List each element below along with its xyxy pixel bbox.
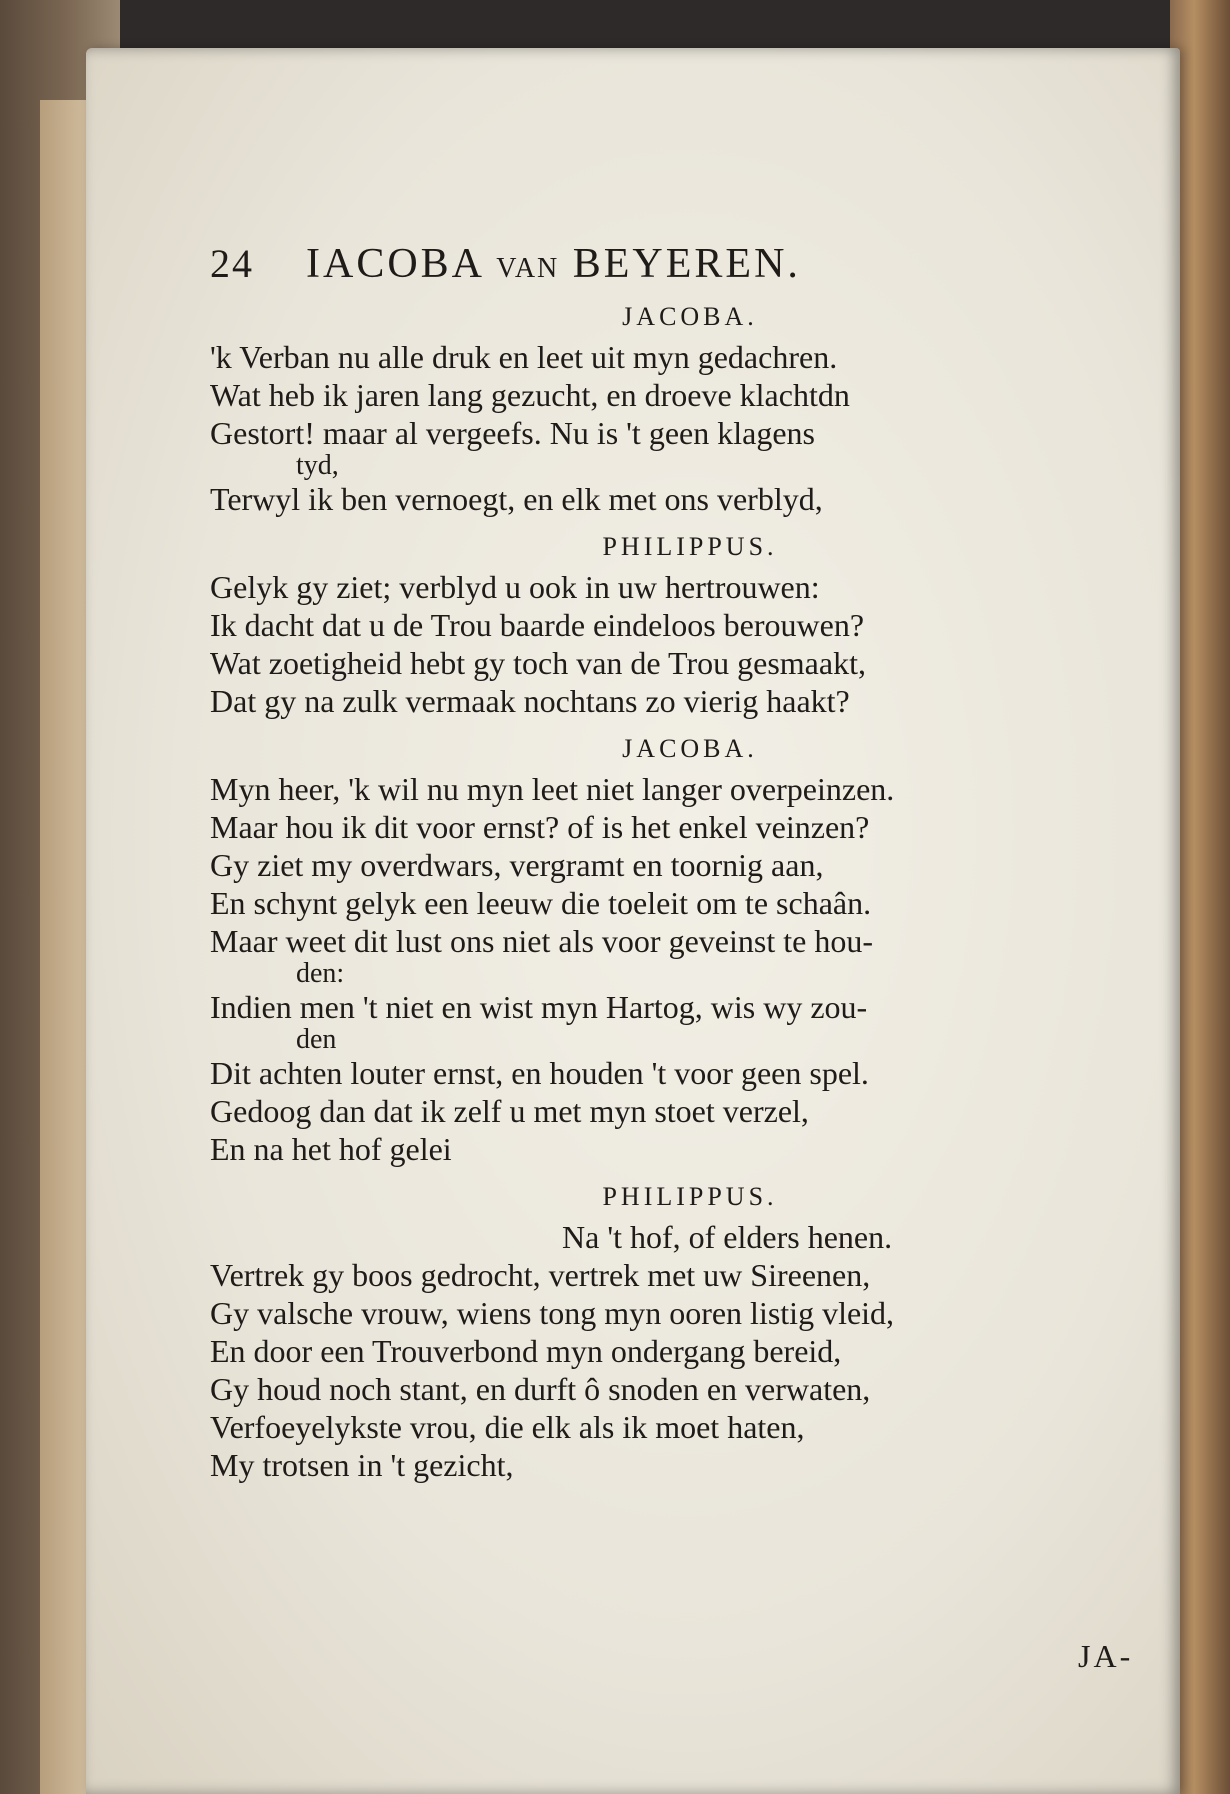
verse-line: Maar weet dit lust ons niet als voor geveinst te hou-: [210, 923, 873, 959]
page-number: 24: [210, 241, 254, 286]
verse-line: Vertrek gy boos gedrocht, vertrek met uw Sireenen,: [210, 1257, 871, 1293]
verse-line: Dat gy na zulk vermaak nochtans zo vierig haakt?: [210, 683, 850, 719]
verse-line: My trotsen in 't gezicht,: [210, 1447, 514, 1483]
verse-line: En na het hof gelei: [210, 1131, 452, 1167]
speech-block: [210, 532, 1170, 720]
verse-line: Dit achten louter ernst, en houden 't voor geen spel.: [210, 1055, 869, 1091]
verse-line-runover: tyd,: [296, 450, 339, 481]
running-head: [210, 240, 1170, 288]
verse-line: 'k Verban nu alle druk en leet uit myn gedachren.: [210, 339, 838, 375]
speaker-name: JACOBA.: [622, 302, 758, 331]
verse-line: Myn heer, 'k wil nu myn leet niet langer overpeinzen.: [210, 771, 895, 807]
speaker-name: JACOBA.: [622, 734, 758, 763]
verse-line: Indien men 't niet en wist myn Hartog, wis wy zou-: [210, 989, 868, 1025]
running-title: [306, 240, 801, 288]
catchword: JA-: [1078, 1638, 1134, 1674]
page-content: [210, 240, 1170, 1484]
running-title-part2: BEYEREN.: [572, 241, 801, 287]
verse-line: Gy ziet my overdwars, vergramt en toornig aan,: [210, 847, 824, 883]
verse-line: Terwyl ik ben vernoegt, en elk met ons verblyd,: [210, 481, 823, 517]
verse-line: Verfoeyelykste vrou, die elk als ik moet haten,: [210, 1409, 805, 1445]
verse-line: En schynt gelyk een leeuw die toeleit om te schaân.: [210, 885, 872, 921]
speaker-name: PHILIPPUS.: [602, 532, 778, 561]
running-title-part1: IACOBA: [306, 241, 483, 287]
verse-line-runover: den:: [296, 958, 345, 989]
verse-line: En door een Trouverbond myn ondergang bereid,: [210, 1333, 842, 1369]
speech-block: [210, 734, 1170, 1168]
verse-line: Wat heb ik jaren lang gezucht, en droeve klachtdn: [210, 377, 850, 413]
verse-line: Gelyk gy ziet; verblyd u ook in uw hertrouwen:: [210, 569, 820, 605]
verse-line: Gestort! maar al vergeefs. Nu is 't geen klagens: [210, 415, 815, 451]
verse-line-runover: den: [296, 1024, 337, 1055]
verse-line: Maar hou ik dit voor ernst? of is het enkel veinzen?: [210, 809, 870, 845]
verse-line: Gy valsche vrouw, wiens tong myn ooren listig vleid,: [210, 1295, 895, 1331]
speaker-name: PHILIPPUS.: [602, 1182, 778, 1211]
speech-block: [210, 302, 1170, 518]
verse-line-continuation: Na 't hof, of elders henen.: [562, 1219, 893, 1255]
running-title-van: VAN: [496, 253, 560, 284]
verse-line: Wat zoetigheid hebt gy toch van de Trou gesmaakt,: [210, 645, 866, 681]
verse-line: Ik dacht dat u de Trou baarde eindeloos berouwen?: [210, 607, 865, 643]
speech-block: [210, 1182, 1170, 1484]
verse-line: Gy houd noch stant, en durft ô snoden en verwaten,: [210, 1371, 871, 1407]
verse-line: Gedoog dan dat ik zelf u met myn stoet verzel,: [210, 1093, 809, 1129]
